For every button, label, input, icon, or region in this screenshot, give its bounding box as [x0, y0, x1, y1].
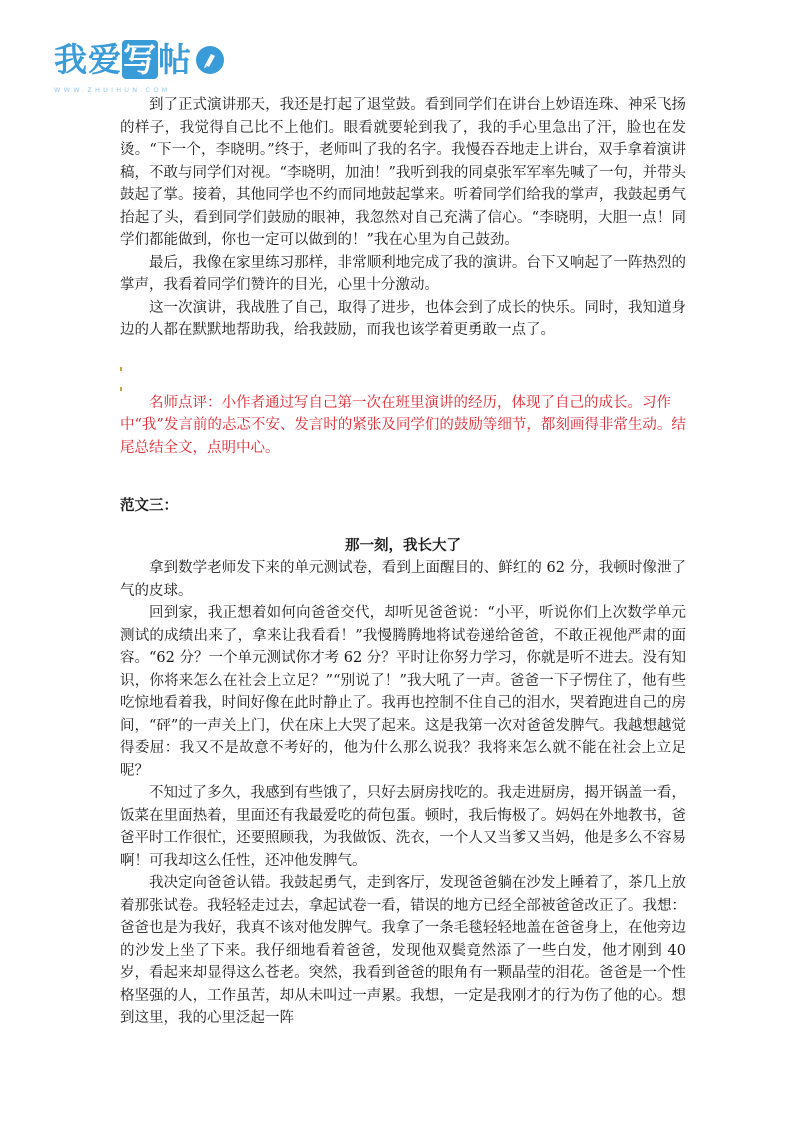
teacher-comment: 名师点评：小作者通过写自己第一次在班里演讲的经历，体现了自己的成长。习作中“我”发言前的忐忑不安、发言时的紧张及同学们的鼓励等细节，都刻画得非常生动。结尾总结全文，点明中心。: [120, 394, 686, 456]
essay-title: 那一刻，我长大了: [345, 538, 461, 554]
paragraph: 不知过了多久，我感到有些饿了，只好去厨房找吃的。我走进厨房，揭开锅盖一看，饭菜在里面热着，里面还有我最爱吃的荷包蛋。顿时，我后悔极了。妈妈在外地教书，爸爸平时工作很忙，还要照顾我，为我做饭、洗衣，一个人又当爹又当妈，他是多么不容易啊！可我却这么任性，还冲他发脾气。: [120, 785, 686, 869]
paragraph: 最后，我像在家里练习那样，非常顺利地完成了我的演讲。台下又响起了一阵热烈的掌声，我看着同学们赞许的目光，心里十分激动。: [120, 254, 686, 293]
spacer: [120, 517, 686, 535]
spacer: [120, 459, 686, 495]
document-body: [120, 94, 686, 1030]
paragraph: 到了正式演讲那天，我还是打起了退堂鼓。看到同学们在讲台上妙语连珠、神采飞扬的样子，我觉得自己比不上他们。眼看就要轮到我了，我的手心里急出了汗，脸也在发烫。“下一个，李晓明。”终于，老师叫了我的名字。我慢吞吞地走上讲台，双手拿着演讲稿，不敢与同学们对视。“李晓明，加油！”我听到我的同桌张军军率先喊了一句，并带头鼓起了掌。接着，其他同学也不约而同地鼓起掌来。听着同学们给我的掌声，我鼓起勇气抬起了头，看到同学们鼓励的眼神，我忽然对自己充满了信心。“李晓明，大胆一点！同学们都能做到，你也一定可以做到的！”我在心里为自己鼓劲。: [120, 97, 686, 248]
site-logo[interactable]: [54, 40, 229, 100]
logo-badge-icon: [196, 46, 224, 74]
logo-url: WWW.ZHUIHUN.COM: [54, 86, 171, 94]
paragraph: 回到家，我正想着如何向爸爸交代，却听见爸爸说：“小平，听说你们上次数学单元测试的成绩出来了，拿来让我看看！”我慢腾腾地将试卷递给爸爸，不敢正视他严肃的面容。“62 分？一个单元测试你才考 62 分？平时让你努力学习，你就是听不进去。没有知识，你将来怎么在社会上立足？”“别说了！”我大吼了一声。爸爸一下子愣住了，他有些吃惊地看着我，时间好像在此时静止了。我再也控制不住自己的泪水，哭着跑进自己的房间，“砰”的一声关上门，伏在床上大哭了起来。这是我第一次对爸爸发脾气。我越想越觉得委屈：我又不是故意不考好的，他为什么那么说我？我将来怎么就不能在社会上立足呢？: [120, 605, 686, 779]
paragraph: 这一次演讲，我战胜了自己，取得了进步，也体会到了成长的快乐。同时，我知道身边的人都在默默地帮助我，给我鼓励，而我也该学着更勇敢一点了。: [120, 299, 686, 338]
edit-marker: [120, 382, 686, 392]
logo-wordmark: 我爱写帖: [54, 40, 192, 79]
paragraph: 我决定向爸爸认错。我鼓起勇气，走到客厅，发现爸爸躺在沙发上睡着了，茶几上放着那张试卷。我轻轻走过去，拿起试卷一看，错误的地方已经全部被爸爸改正了。我想：爸爸也是为我好，我真不该对他发脾气。我拿了一条毛毯轻轻地盖在爸爸身上，在他旁边的沙发上坐了下来。我仔细地看着爸爸，发现他双鬓竟然添了一些白发，他才刚到 40 岁，看起来却显得这么苍老。突然，我看到爸爸的眼角有一颗晶莹的泪花。爸爸是一个性格坚强的人，工作虽苦，却从未叫过一声累。我想，一定是我刚才的行为伤了他的心。想到这里，我的心里泛起一阵: [120, 875, 686, 1026]
spacer: [120, 342, 686, 362]
paragraph: 拿到数学老师发下来的单元测试卷，看到上面醒目的、鲜红的 62 分，我顿时像泄了气的皮球。: [120, 560, 686, 599]
edit-marker: [120, 362, 686, 382]
section-heading: 范文三：: [120, 498, 178, 514]
